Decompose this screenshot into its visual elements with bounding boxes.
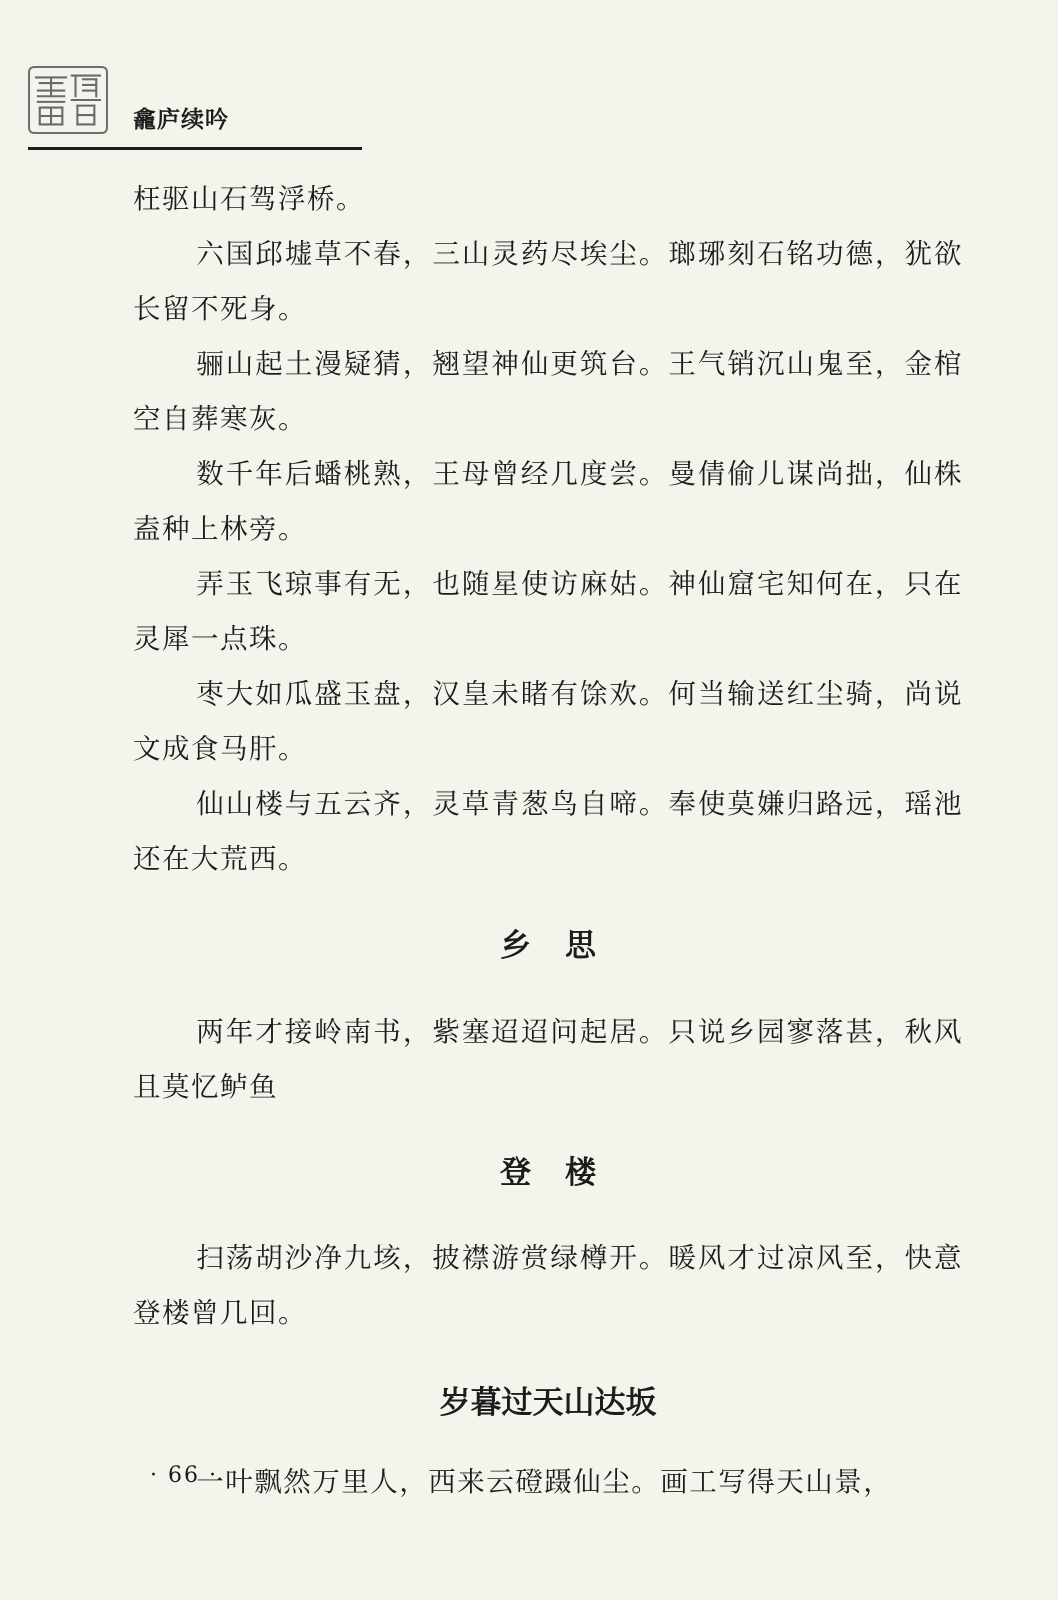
- poem-paragraph: 两年才接岭南书，紫塞迢迢问起居。只说乡园寥落甚，秋风且莫忆鲈鱼: [133, 1016, 963, 1103]
- header-divider: [28, 147, 362, 150]
- poem-title-denglou: 登楼: [500, 1155, 630, 1191]
- poem-line: 枉驱山石驾浮桥。: [133, 183, 365, 215]
- page-body: [133, 172, 963, 1510]
- poem-paragraph: 仙山楼与五云齐，灵草青葱鸟自啼。奉使莫嫌归路远，瑶池还在大荒西。: [133, 788, 963, 875]
- page-number: · 66 ·: [150, 1463, 218, 1488]
- poem-paragraph: 骊山起土漫疑猜，翘望神仙更筑台。王气销沉山鬼至，金棺空自葬寒灰。: [133, 348, 963, 435]
- poem-title-xiangsi: 乡思: [500, 928, 630, 964]
- poem-title-suimu: 岁暮过天山达坂: [439, 1385, 657, 1421]
- poem-paragraph: 一叶飘然万里人，西来云磴蹑仙尘。画工写得天山景，: [196, 1466, 893, 1498]
- poem-paragraph: 弄玉飞琼事有无，也随星使访麻姑。神仙窟宅知何在，只在灵犀一点珠。: [133, 568, 963, 655]
- poem-paragraph: 数千年后蟠桃熟，王母曾经几度尝。曼倩偷儿谋尚拙，仙株盍种上林旁。: [133, 458, 963, 545]
- poem-paragraph: 枣大如瓜盛玉盘，汉皇未睹有馀欢。何当输送红尘骑，尚说文成食马肝。: [133, 678, 963, 765]
- poem-paragraph: 扫荡胡沙净九垓，披襟游赏绿樽开。暖风才过凉风至，快意登楼曾几回。: [133, 1242, 963, 1329]
- poem-paragraph: 六国邱墟草不春，三山灵药尽埃尘。瑯琊刻石铭功德，犹欲长留不死身。: [133, 238, 963, 325]
- seal-stamp-icon: [28, 66, 108, 134]
- book-title: 龕庐续吟: [133, 107, 229, 133]
